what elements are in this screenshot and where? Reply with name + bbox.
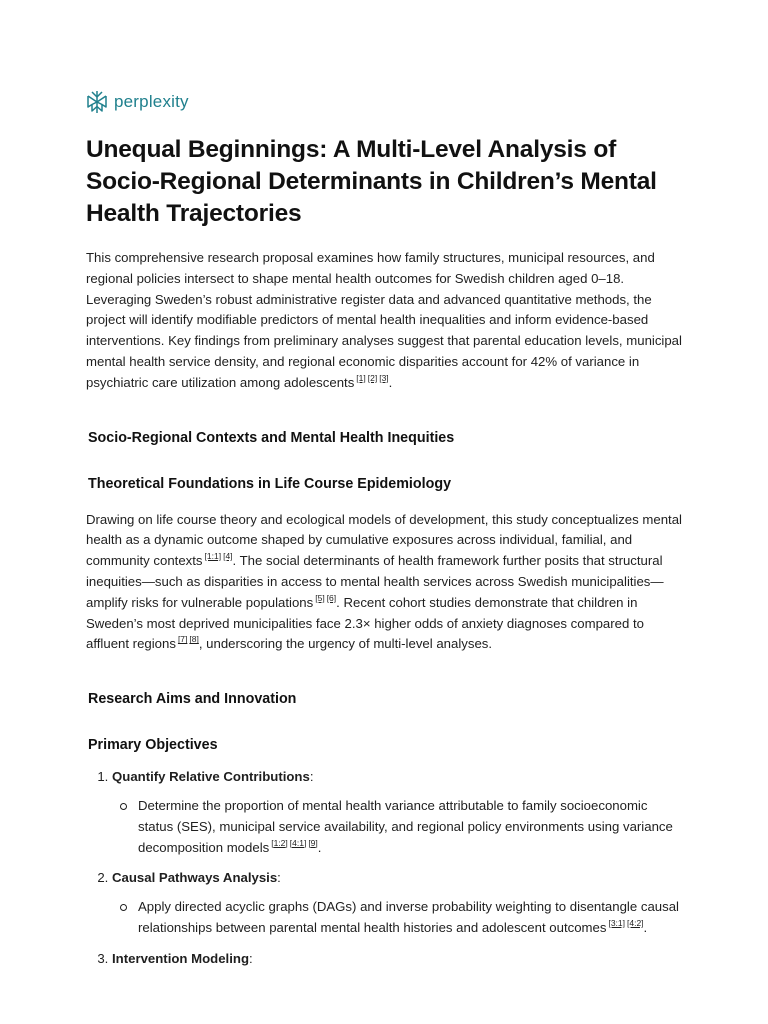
theory-text-3: . Recent cohort studies demonstrate that children in Sweden’s most deprived municipalities face 2.3× higher odds of anxiety diagnoses compared to affluent regions: [86, 594, 644, 652]
subsection-heading-objectives: Primary Objectives: [88, 737, 218, 754]
circle-bullet-icon: [120, 803, 127, 810]
objective-title: Quantify Relative Contributions: [112, 769, 310, 785]
objective-colon: :: [309, 769, 314, 785]
theory-text-4: , underscoring the urgency of multi-level analyses.: [198, 636, 493, 652]
citation-link[interactable]: [8]: [189, 634, 199, 645]
objective-title: Causal Pathways Analysis: [112, 870, 278, 886]
objective-end: .: [643, 919, 648, 935]
intro-paragraph: [86, 248, 682, 394]
objective-bullet-text: Apply directed acyclic graphs (DAGs) and inverse probability weighting to disentangle causal relationships between parental mental health histories and adolescent outcomes: [138, 899, 679, 935]
page-title: Unequal Beginnings: A Multi-Level Analysis of Socio-Regional Determinants in Children’s Mental Health Trajectories: [86, 136, 657, 227]
list-item: [112, 868, 682, 938]
citation-link[interactable]: [7]: [177, 634, 188, 645]
citation-link[interactable]: [9]: [308, 837, 318, 848]
objective-title: Intervention Modeling: [112, 950, 250, 966]
citation-link[interactable]: [5]: [315, 592, 325, 603]
objectives-list: [86, 767, 682, 969]
citation-link[interactable]: [4:1]: [289, 837, 307, 848]
citation-link[interactable]: [4]: [223, 551, 233, 562]
subsection-heading-theory: Theoretical Foundations in Life Course Epidemiology: [88, 475, 452, 492]
citation-link[interactable]: [6]: [326, 592, 337, 603]
intro-end: .: [388, 374, 393, 390]
circle-bullet-icon: [120, 904, 127, 911]
theory-text-1: Drawing on life course theory and ecological models of development, this study conceptualizes mental health as a dynamic outcome shaped by cumulative exposures across individual, familial, and community contexts: [86, 511, 682, 569]
section-heading-contexts: Socio-Regional Contexts and Mental Health Inequities: [88, 429, 455, 446]
list-item: [112, 897, 682, 939]
citation-link[interactable]: [1:1]: [204, 551, 222, 562]
citation-link[interactable]: [1]: [356, 372, 366, 383]
perplexity-logo-icon: [86, 90, 108, 114]
objective-end: .: [317, 839, 322, 855]
intro-text: This comprehensive research proposal examines how family structures, municipal resources, and regional policies intersect to shape mental health outcomes for Swedish children aged 0–18. Leveraging Sweden’s robust administrative register data and advanced quantitative methods, the project will identify modifiable predictors of mental health inequalities and inform evidence-based interventions. Key findings from preliminary analyses suggest that parental education levels, municipal mental health service density, and regional economic disparities account for 42% of variance in psychiatric care utilization among adolescents: [86, 250, 682, 390]
objective-bullet-text: Determine the proportion of mental health variance attributable to family socioeconomic status (SES), municipal service availability, and regional policy environments using variance decomposition models: [138, 797, 673, 855]
sub-list: [112, 897, 682, 939]
citation-link[interactable]: [2]: [367, 372, 378, 383]
sub-list: [112, 796, 682, 858]
theory-text-2: . The social determinants of health framework further posits that structural inequities—such as disparities in access to mental health services across Swedish municipalities—amplify risks for vulnerable populations: [86, 553, 664, 610]
objective-colon: :: [249, 950, 253, 966]
theory-paragraph: [86, 510, 682, 656]
list-item: [112, 949, 682, 970]
brand-name: perplexity: [114, 92, 189, 111]
citation-link[interactable]: [3:1]: [608, 917, 625, 928]
list-item: [112, 767, 682, 858]
citation-link[interactable]: [4:2]: [627, 917, 644, 928]
objective-colon: :: [277, 870, 281, 886]
citation-link[interactable]: [1:2]: [271, 837, 288, 848]
list-item: [112, 796, 682, 858]
section-heading-aims: Research Aims and Innovation: [88, 691, 297, 708]
brand-logo[interactable]: [86, 88, 682, 116]
citation-link[interactable]: [3]: [379, 372, 389, 383]
